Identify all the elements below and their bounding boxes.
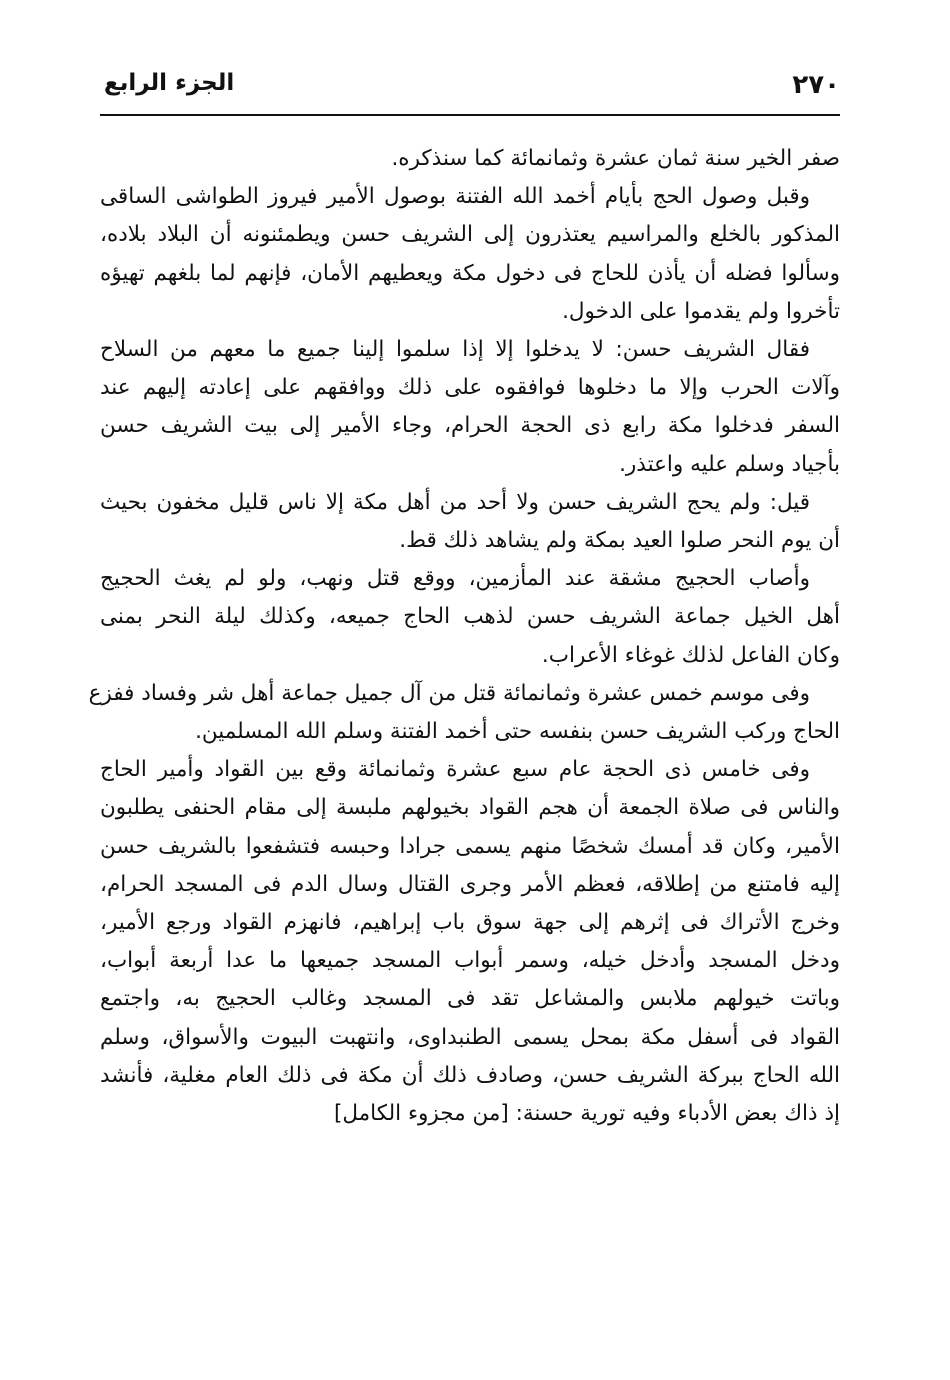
- text-line: وآلات الحرب وإلا ما دخلوها فوافقوه على ذلك ووافقهم على إعادته إليهم عند: [100, 375, 840, 401]
- book-page: [88, 60, 840, 1300]
- text-line: القواد فى أسفل مكة بمحل يسمى الطنبداوى، وانتهبت البيوت والأسواق، وسلم: [100, 1024, 840, 1050]
- page-number: ٢٧٠: [792, 70, 840, 100]
- text-line: قيل: ولم يحج الشريف حسن ولا أحد من أهل مكة إلا ناس قليل مخفون بحيث: [100, 489, 810, 515]
- text-line: وفى خامس ذى الحجة عام سبع عشرة وثمانمائة وقع بين القواد وأمير الحاج: [100, 757, 810, 783]
- header-rule: [100, 114, 840, 116]
- running-head: الجزء الرابع: [104, 70, 235, 96]
- text-line: وسألوا فضله أن يأذن للحاج فى دخول مكة ويعطيهم الأمان، فإنهم لما بلغهم تهيؤه: [100, 260, 840, 286]
- text-line: وباتت خيولهم ملابس والمشاعل تقد فى المسجد وغالب الحجيج به، واجتمع: [100, 986, 840, 1012]
- text-line: أن يوم النحر صلوا العيد بمكة ولم يشاهد ذلك قط.: [399, 528, 840, 554]
- text-line: وخرج الأتراك فى إثرهم إلى جهة سوق باب إبراهيم، فانهزم القواد ورجع الأمير،: [100, 910, 840, 936]
- text-line: والناس فى صلاة الجمعة أن هجم القواد بخيولهم ملبسة إلى مقام الحنفى يطلبون: [100, 795, 840, 821]
- text-line: وفى موسم خمس عشرة وثمانمائة قتل من آل جميل جماعة أهل شر وفساد ففزع: [88, 680, 810, 706]
- text-line: الأمير، وكان قد أمسك شخصًا منهم يسمى جرادا وحبسه فتشفعوا بالشريف حسن: [100, 833, 840, 859]
- body-text: [88, 140, 840, 1133]
- text-line: ودخل المسجد وأدخل خيله، وسمر أبواب المسجد جميعها ما عدا أربعة أبواب،: [100, 948, 840, 974]
- text-line: صفر الخير سنة ثمان عشرة وثمانمائة كما سنذكره.: [391, 146, 840, 171]
- text-line: وأصاب الحجيج مشقة عند المأزمين، ووقع قتل ونهب، ولو لم يغث الحجيج: [100, 566, 810, 592]
- text-line: الله الحاج ببركة الشريف حسن، وصادف ذلك أن مكة فى ذلك العام مغلية، فأنشد: [100, 1062, 840, 1088]
- text-line: السفر فدخلوا مكة رابع ذى الحجة الحرام، وجاء الأمير إلى بيت الشريف حسن: [100, 413, 840, 439]
- text-line: تأخروا ولم يقدموا على الدخول.: [562, 298, 840, 324]
- text-line: أهل الخيل جماعة الشريف حسن لذهب الحاج جميعه، وكذلك ليلة النحر بمنى: [100, 604, 840, 630]
- text-line: بأجياد وسلم عليه واعتذر.: [619, 451, 840, 477]
- text-line: وكان الفاعل لذلك غوغاء الأعراب.: [541, 642, 840, 668]
- text-line: وقبل وصول الحج بأيام أخمد الله الفتنة بوصول الأمير فيروز الطواشى الساقى: [100, 184, 810, 210]
- text-line: فقال الشريف حسن: لا يدخلوا إلا إذا سلموا إلينا جميع ما معهم من السلاح: [100, 337, 810, 363]
- text-line: المذكور بالخلع والمراسيم يعتذرون إلى الشريف حسن ويطمئنونه أن البلاد بلاده،: [100, 222, 840, 248]
- text-line: الحاج وركب الشريف حسن بنفسه حتى أخمد الفتنة وسلم الله المسلمين.: [195, 719, 840, 745]
- text-line: إذ ذاك بعض الأدباء وفيه تورية حسنة: [من مجزوء الكامل]: [333, 1101, 840, 1127]
- page-header: [100, 60, 840, 112]
- text-line: إليه فامتنع من إطلاقه، فعظم الأمر وجرى القتال وسال الدم فى المسجد الحرام،: [100, 871, 840, 897]
